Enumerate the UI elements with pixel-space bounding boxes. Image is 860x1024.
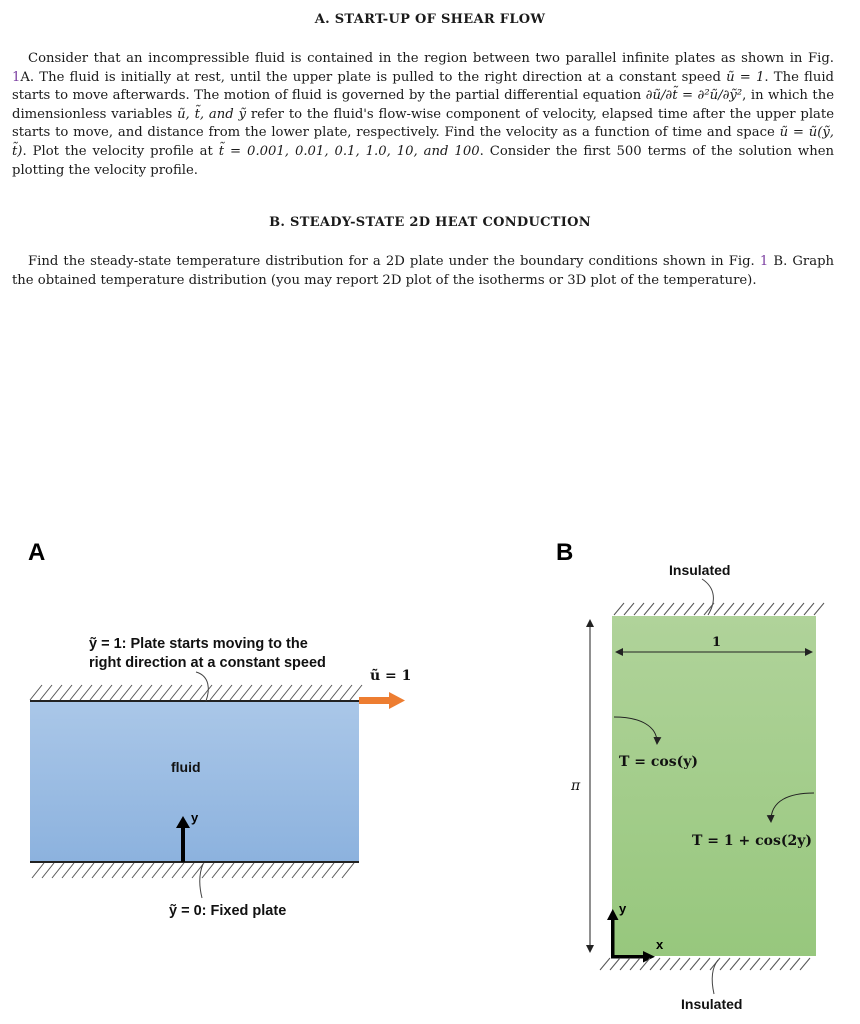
fluid-region — [30, 701, 359, 862]
a-text-6: . Plot the velocity profile at — [22, 143, 219, 159]
a-pde: ∂ũ/∂t̃ = ∂²ũ/∂ỹ² — [645, 88, 743, 104]
fluid-label: fluid — [171, 759, 201, 775]
b-x-axis-label: x — [656, 937, 664, 952]
section-b-title: B. STEADY-STATE 2D HEAT CONDUCTION — [269, 215, 591, 230]
b-y-axis-label: y — [619, 901, 627, 916]
a-text-1: Consider that an incompressible fluid is contained in the region between two parallel infinite plates as shown in Fig. — [28, 51, 834, 66]
section-a-title: A. START-UP OF SHEAR FLOW — [314, 12, 546, 27]
velocity-arrow — [359, 692, 405, 709]
velocity-label: ũ = 1 — [370, 668, 412, 684]
a-func: ũ = ũ(ỹ, t̃) — [12, 125, 834, 159]
top-insulated-leader — [702, 579, 713, 615]
fixed-plate-label: ỹ = 0: Fixed plate — [169, 903, 287, 919]
panel-b-label: B — [556, 539, 574, 566]
b-text-2: B. Graph the obtained temperature distribution (you may report 2D plot of the isotherms or 3D plot of the temperature). — [12, 254, 835, 288]
top-plate-hatch — [30, 685, 362, 700]
b-text-1: Find the steady-state temperature distribution for a 2D plate under the boundary conditions shown in Fig. — [28, 254, 760, 269]
left-bc-label: T = cos(y) — [619, 754, 699, 770]
a-vars: ũ, t̃, and ỹ — [177, 106, 247, 122]
a-text-4: , in which the dimensionless variables — [12, 88, 834, 122]
bottom-leader-line — [200, 864, 203, 898]
a-text-5: refer to the fluid's flow-wise component of velocity, elapsed time after the upper plate starts to move, and distance from the lower plate, respectively. Find the velocity as a function of time and space — [12, 106, 835, 141]
a-text-2: A. The fluid is initially at rest, until the upper plate is pulled to the right direction at a constant speed — [20, 69, 727, 85]
panel-a — [28, 539, 411, 919]
top-insulated-label: Insulated — [669, 562, 731, 578]
plate-bottom-hatch — [600, 958, 810, 970]
a-fig-ref[interactable]: 1 — [12, 69, 21, 85]
y-axis-label: y — [191, 810, 199, 825]
height-label: π — [571, 778, 581, 794]
a-text-7: . Consider the first 500 terms of the solution when plotting the velocity profile. — [12, 143, 835, 178]
a-text-3: . The fluid starts to move afterwards. The motion of fluid is governed by the partial differential equation — [12, 69, 834, 104]
plate-region — [612, 616, 816, 956]
a-u-eq: ũ = 1 — [726, 69, 765, 85]
b-fig-ref[interactable]: 1 — [759, 254, 769, 269]
top-plate-label-line2: right direction at a constant speed — [89, 655, 326, 671]
bottom-insulated-label: Insulated — [681, 996, 743, 1012]
right-bc-label: T = 1 + cos(2y) — [692, 833, 812, 849]
plate-top-hatch — [614, 603, 824, 615]
panel-b — [556, 539, 824, 1012]
top-plate-label-line1: ỹ = 1: Plate starts moving to the — [89, 636, 308, 652]
bottom-plate-hatch — [32, 863, 354, 878]
a-times: t̃ = 0.001, 0.01, 0.1, 1.0, 10, and 100 — [218, 143, 480, 159]
bottom-insulated-leader — [712, 960, 718, 994]
panel-a-label: A — [28, 539, 46, 566]
width-label: 1 — [712, 635, 722, 650]
